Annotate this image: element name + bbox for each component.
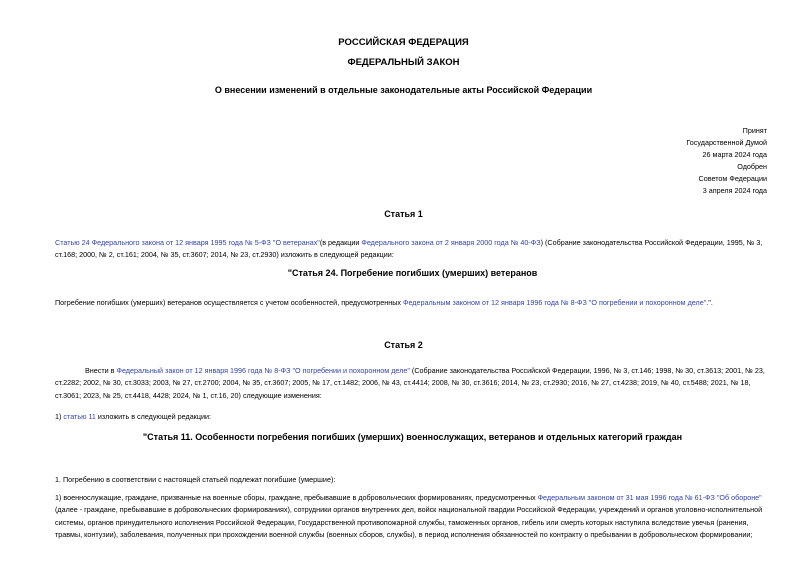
- article1-amend-link[interactable]: Федерального закона от 2 января 2000 года № 40-ФЗ: [361, 238, 541, 247]
- adoption-line: Советом Федерации: [698, 174, 767, 183]
- burial-law-link[interactable]: Федеральным законом от 12 января 1996 года № 8-ФЗ "О погребении и похоронном деле": [402, 298, 707, 307]
- adoption-line: 3 апреля 2024 года: [702, 186, 767, 195]
- article11-title: "Статья 11. Особенности погребения погибших (умерших) военнослужащих, ветеранов и отдельных категорий граждан: [142, 432, 683, 442]
- article24-title: "Статья 24. Погребение погибших (умерших) ветеранов: [287, 268, 538, 278]
- document-title: О внесении изменений в отдельные законодательные акты Российской Федерации: [214, 85, 593, 95]
- article1-paragraph: Статью 24 Федерального закона от 12 января 1995 года № 5-ФЗ "О ветеранах"(в редакции Федерального закона от 2 января 2000 года № 40-ФЗ) (Собрание законодательства Российской Федерации, 1995, № 3, ст.168; 2000, № 2, ст.161; 2004, № 35, ст.3607; 2014, № 23, ст.2930) изложить в следующей редакции:: [55, 238, 763, 260]
- article2-law-link[interactable]: Федеральный закон от 12 января 1996 года № 8-ФЗ "О погребении и похоронном деле": [116, 366, 410, 375]
- article2-heading: Статья 2: [384, 340, 423, 350]
- article2-paragraph: Внести в Федеральный закон от 12 января 1996 года № 8-ФЗ "О погребении и похоронном деле" (Собрание законодательства Российской Федерации, 1996, № 3, ст.146; 1998, № 30, ст.3613; 2001, № 23, ст.2282; 2002, № 30, ст.3033; 2003, № 27, ст.2700; 2004, № 35, ст.3607; 2005, № 17, ст.1482; 2006, № 43, ст.4414; 2008, № 30, ст.3616; 2014, № 23, ст.2930; 2016, № 27, ст.4238; 2019, № 40, ст.5488; 2021, № 18, ст.3061; 2023, № 25, ст.4418, 4428; 2024, № 1, ст.16, 20) следующие изменения:: [55, 366, 765, 400]
- item1-line: 1) статью 11 изложить в следующей редакции:: [55, 412, 211, 421]
- adoption-block: [567, 125, 767, 197]
- defense-law-link[interactable]: Федеральным законом от 31 мая 1996 года № 61-ФЗ "Об обороне": [537, 493, 762, 502]
- doc-type-heading: ФЕДЕРАЛЬНЫЙ ЗАКОН: [347, 57, 460, 68]
- article11-p1: 1. Погребению в соответствии с настоящей статьей подлежат погибшие (умершие):: [55, 475, 336, 484]
- adoption-line: Одобрен: [737, 162, 767, 171]
- article11-link[interactable]: статью 11: [63, 412, 96, 421]
- article1-law-link[interactable]: Статью 24 Федерального закона от 12 января 1995 года № 5-ФЗ "О ветеранах": [55, 238, 320, 247]
- article1-heading: Статья 1: [384, 209, 423, 219]
- article11-p2: 1) военнослужащие, граждане, призванные на военные сборы, граждане, пребывавшие в добровольческих формированиях, предусмотренных Федеральным законом от 31 мая 1996 года № 61-ФЗ "Об обороне" (далее - граждане, пребывавшие в добровольческих формированиях), сотрудники органов внутренних дел, войск национальной гвардии Российской Федерации, учреждений и органов уголовно-исполнительной системы, органов принудительного исполнения Российской Федерации, Государственной противопожарной службы, таможенных органов, гибель или смерть которых наступила вследствие увечья (ранения, травмы, контузии), заболевания, полученных при прохождении военной службы (военных сборов, службы), в период исполнения обязанностей по контракту о пребывании в добровольческом формировании;: [55, 493, 763, 540]
- adoption-line: Государственной Думой: [686, 138, 767, 147]
- adoption-line: 26 марта 2024 года: [702, 150, 767, 159]
- adoption-line: Принят: [742, 126, 767, 135]
- country-heading: РОССИЙСКАЯ ФЕДЕРАЦИЯ: [338, 37, 469, 48]
- article24-text: Погребение погибших (умерших) ветеранов осуществляется с учетом особенностей, предусмотренных Федеральным законом от 12 января 1996 года № 8-ФЗ "О погребении и похоронном деле".".: [55, 298, 713, 307]
